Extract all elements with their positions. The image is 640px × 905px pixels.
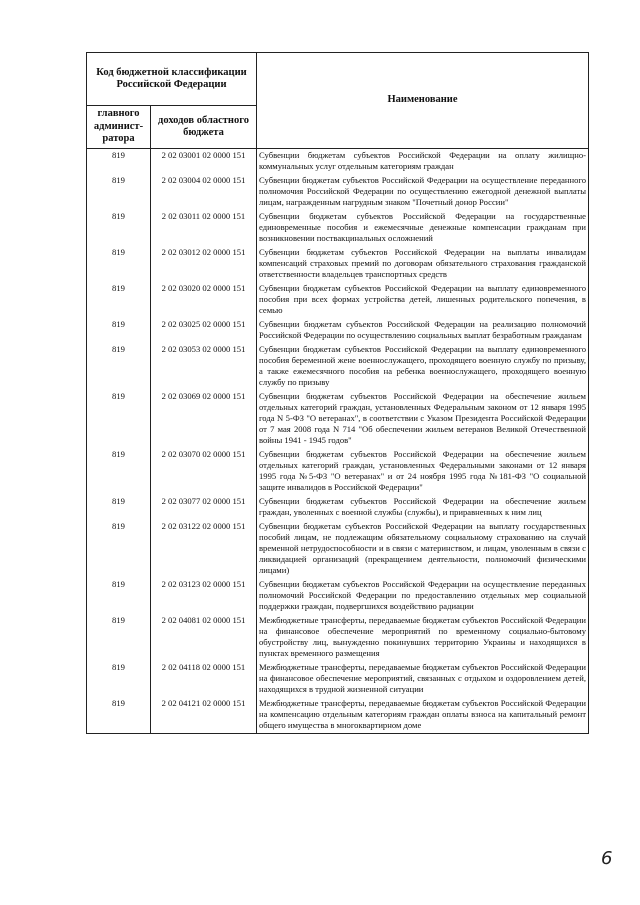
income-code-cell: 2 02 03123 02 0000 151 [151,578,257,614]
name-cell: Субвенции бюджетам субъектов Российской Федерации на обеспечение жильем отдельных категорий граждан, установленных Федеральными законами от 12 января 1995 года №5-ФЗ "О ветеранах" и от 24 ноября 1995 года №181-ФЗ "О социальной защите инвалидов в Российской Федерации" [257,448,589,495]
income-header: доходов областного бюджета [151,106,257,149]
table-row [87,614,589,661]
name-cell: Межбюджетные трансферты, передаваемые бюджетам субъектов Российской Федерации на финансовое обеспечение мероприятий по временному социально-бытовому обустройству лиц, вынужденно покинувших территорию Украины и находящихся в пунктах временного размещения [257,614,589,661]
income-code-cell: 2 02 04081 02 0000 151 [151,614,257,661]
admin-code-cell: 819 [87,282,151,318]
admin-code-cell: 819 [87,343,151,390]
name-cell: Субвенции бюджетам субъектов Российской Федерации на выплату государственных пособий лицам, не подлежащим обязательному социальному страхованию на случай временной нетрудоспособности и в связи с материнством, и лицам, уволенным в связи с ликвидацией организаций (прекращением деятельности, полномочий физическими лицами) [257,520,589,578]
admin-code-cell: 819 [87,578,151,614]
table-row [87,210,589,246]
income-code-cell: 2 02 04118 02 0000 151 [151,661,257,697]
table-row [87,578,589,614]
income-code-cell: 2 02 03077 02 0000 151 [151,495,257,520]
income-code-cell: 2 02 03053 02 0000 151 [151,343,257,390]
budget-codes-table [86,52,589,734]
admin-code-cell: 819 [87,318,151,343]
income-code-cell: 2 02 03004 02 0000 151 [151,174,257,210]
table-row [87,520,589,578]
income-code-cell: 2 02 04121 02 0000 151 [151,697,257,734]
admin-code-cell: 819 [87,390,151,448]
admin-code-cell: 819 [87,448,151,495]
admin-code-cell: 819 [87,495,151,520]
name-cell: Субвенции бюджетам субъектов Российской Федерации на осуществление переданного полномочия Российской Федерации по осуществлению ежегодной денежной выплаты лицам, награжденным нагрудным знаком "Почетный донор России" [257,174,589,210]
admin-code-cell: 819 [87,149,151,175]
table-row [87,174,589,210]
name-header: Наименование [257,53,589,149]
table-body [87,149,589,734]
table-row [87,495,589,520]
name-cell: Субвенции бюджетам субъектов Российской Федерации на выплаты инвалидам компенсаций страховых премий по договорам обязательного страхования гражданской ответственности владельцев транспортных средств [257,246,589,282]
income-code-cell: 2 02 03001 02 0000 151 [151,149,257,175]
admin-header: главного админист-ратора [87,106,151,149]
admin-code-cell: 819 [87,614,151,661]
income-code-cell: 2 02 03025 02 0000 151 [151,318,257,343]
table-row [87,246,589,282]
admin-code-cell: 819 [87,520,151,578]
table-row [87,318,589,343]
table-row [87,149,589,175]
admin-code-cell: 819 [87,697,151,734]
table-row [87,343,589,390]
page-number: 6 [601,848,613,869]
name-cell: Межбюджетные трансферты, передаваемые бюджетам субъектов Российской Федерации на компенсацию отдельным категориям граждан оплаты взноса на капитальный ремонт общего имущества в многоквартирном доме [257,697,589,734]
table-row [87,282,589,318]
table-row [87,390,589,448]
name-cell: Субвенции бюджетам субъектов Российской Федерации на государственные единовременные пособия и ежемесячные денежные компенсации гражданам при возникновении поствакцинальных осложнений [257,210,589,246]
name-cell: Субвенции бюджетам субъектов Российской Федерации на выплату единовременного пособия при всех формах устройства детей, лишенных родительского попечения, в семью [257,282,589,318]
admin-code-cell: 819 [87,246,151,282]
name-cell: Субвенции бюджетам субъектов Российской Федерации на осуществление переданных полномочий Российской Федерации по предоставлению отдельных мер социальной поддержки граждан, подвергшихся воздействию радиации [257,578,589,614]
table-row [87,697,589,734]
name-cell: Субвенции бюджетам субъектов Российской Федерации на выплату единовременного пособия беременной жене военнослужащего, проходящего военную службу по призыву, а также ежемесячного пособия на ребенка военнослужащего, проходящего военную службу по призыву [257,343,589,390]
name-cell: Субвенции бюджетам субъектов Российской Федерации на обеспечение жильем граждан, уволенных с военной службы (службы), и приравненных к ним лиц [257,495,589,520]
admin-code-cell: 819 [87,174,151,210]
income-code-cell: 2 02 03020 02 0000 151 [151,282,257,318]
income-code-cell: 2 02 03069 02 0000 151 [151,390,257,448]
name-cell: Субвенции бюджетам субъектов Российской Федерации на оплату жилищно-коммунальных услуг отдельным категориям граждан [257,149,589,175]
name-cell: Межбюджетные трансферты, передаваемые бюджетам субъектов Российской Федерации на финансовое обеспечение мероприятий, связанных с отдыхом и оздоровлением детей, находящихся в трудной жизненной ситуации [257,661,589,697]
admin-code-cell: 819 [87,661,151,697]
table-row [87,448,589,495]
name-cell: Субвенции бюджетам субъектов Российской Федерации на обеспечение жильем отдельных категорий граждан, установленных Федеральным законом от 12 января 1995 года N 5-ФЗ "О ветеранах", в соответствии с Указом Президента Российской Федерации от 7 мая 2008 года N 714 "Об обеспечении жильем ветеранов Великой Отечественной войны 1941 - 1945 годов" [257,390,589,448]
name-cell: Субвенции бюджетам субъектов Российской Федерации на реализацию полномочий Российской Федерации по осуществлению социальных выплат безработным гражданам [257,318,589,343]
income-code-cell: 2 02 03011 02 0000 151 [151,210,257,246]
income-code-cell: 2 02 03122 02 0000 151 [151,520,257,578]
income-code-cell: 2 02 03070 02 0000 151 [151,448,257,495]
table-row [87,661,589,697]
income-code-cell: 2 02 03012 02 0000 151 [151,246,257,282]
code-header: Код бюджетной классификации Российской Федерации [87,53,257,106]
admin-code-cell: 819 [87,210,151,246]
